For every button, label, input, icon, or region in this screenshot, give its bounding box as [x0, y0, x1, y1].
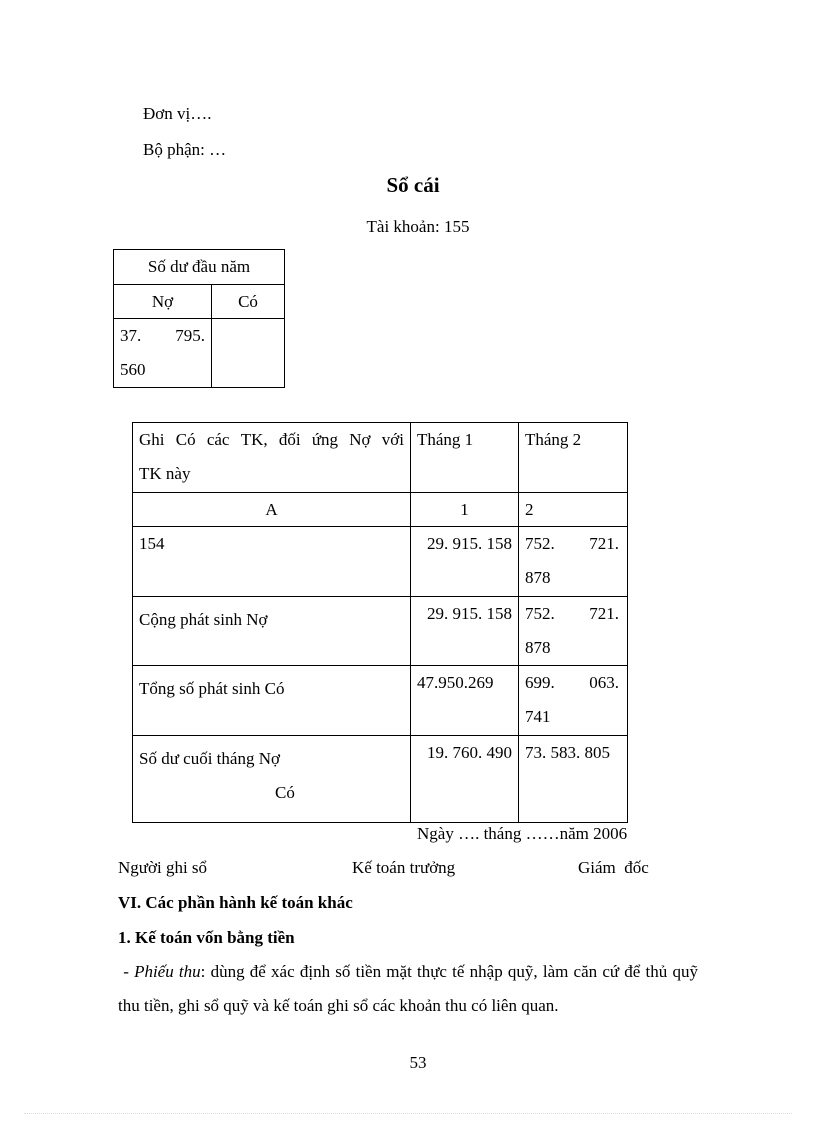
row-label: 154 [133, 527, 411, 597]
row-month1: 19. 760. 490 [411, 736, 519, 823]
page-number: 53 [409, 1053, 427, 1072]
section-heading: VI. Các phần hành kế toán khác [118, 893, 353, 912]
row-month1: 47.950.269 [411, 666, 519, 736]
table-row [133, 736, 628, 823]
ledger-col-month2: Tháng 2 [519, 423, 628, 493]
ledger-col-desc-line2: TK này [139, 464, 191, 483]
ledger-col-month1: Tháng 1 [411, 423, 519, 493]
paragraph-body: : dùng để xác định số tiền mặt thực tế nhập quỹ, làm căn cứ để thủ quỹ thu tiền, ghi sổ quỹ và kế toán ghi sổ các khoản thu có liên quan. [118, 962, 698, 1015]
ledger-table [132, 422, 628, 823]
page-bottom-divider [24, 1113, 792, 1114]
page-title: Sổ cái [386, 173, 440, 197]
opening-debit-tail: 560 [120, 360, 146, 379]
opening-credit-value [212, 319, 285, 388]
paragraph: - Phiếu thu: dùng để xác định số tiền mặt thực tế nhập quỹ, làm căn cứ để thủ quỹ thu tiền, ghi sổ quỹ và kế toán ghi sổ các khoản thu có liên quan. [118, 962, 698, 1015]
subsection-heading: 1. Kế toán vốn bằng tiền [118, 928, 295, 947]
ledger-index-2: 2 [519, 493, 628, 527]
table-row [133, 597, 628, 666]
opening-debit-value [114, 319, 212, 388]
row-month1: 29. 915. 158 [411, 527, 519, 597]
row-month2: 752. 721. 878 [519, 527, 628, 597]
account-label: Tài khoản: 155 [366, 217, 470, 236]
row-month1: 29. 915. 158 [411, 597, 519, 666]
date-line: Ngày …. tháng ……năm 2006 [417, 824, 628, 843]
unit-label: Đơn vị…. [143, 104, 212, 123]
department-label: Bộ phận: … [143, 140, 227, 159]
paragraph-term: Phiếu thu [134, 962, 201, 981]
opening-balance-table [113, 249, 285, 388]
opening-debit-part: 795. [175, 326, 205, 345]
opening-debit-part: 37. [120, 326, 142, 345]
opening-credit-label: Có [212, 285, 285, 319]
table-row [133, 527, 628, 597]
table-row [133, 666, 628, 736]
ledger-col-desc-header [133, 423, 411, 493]
row-label: Cộng phát sinh Nợ [133, 597, 411, 666]
signature-recorder: Người ghi sổ [118, 858, 208, 877]
row-label-credit: Có [275, 783, 295, 802]
row-label: Số dư cuối tháng Nợ Có [133, 736, 411, 823]
row-month2: 699. 063. 741 [519, 666, 628, 736]
ledger-col-desc-line1: Ghi Có các TK, đối ứng Nợ với [139, 430, 404, 449]
ledger-index-1: 1 [411, 493, 519, 527]
ledger-index-a: A [133, 493, 411, 527]
row-month2: 752. 721. 878 [519, 597, 628, 666]
opening-balance-header: Số dư đầu năm [114, 250, 285, 285]
row-label: Tổng số phát sinh Có [133, 666, 411, 736]
opening-debit-label: Nợ [114, 285, 212, 319]
signature-chief-accountant: Kế toán trưởng [352, 858, 456, 877]
signature-director: Giám đốc [578, 858, 649, 877]
row-month2: 73. 583. 805 [519, 736, 628, 823]
